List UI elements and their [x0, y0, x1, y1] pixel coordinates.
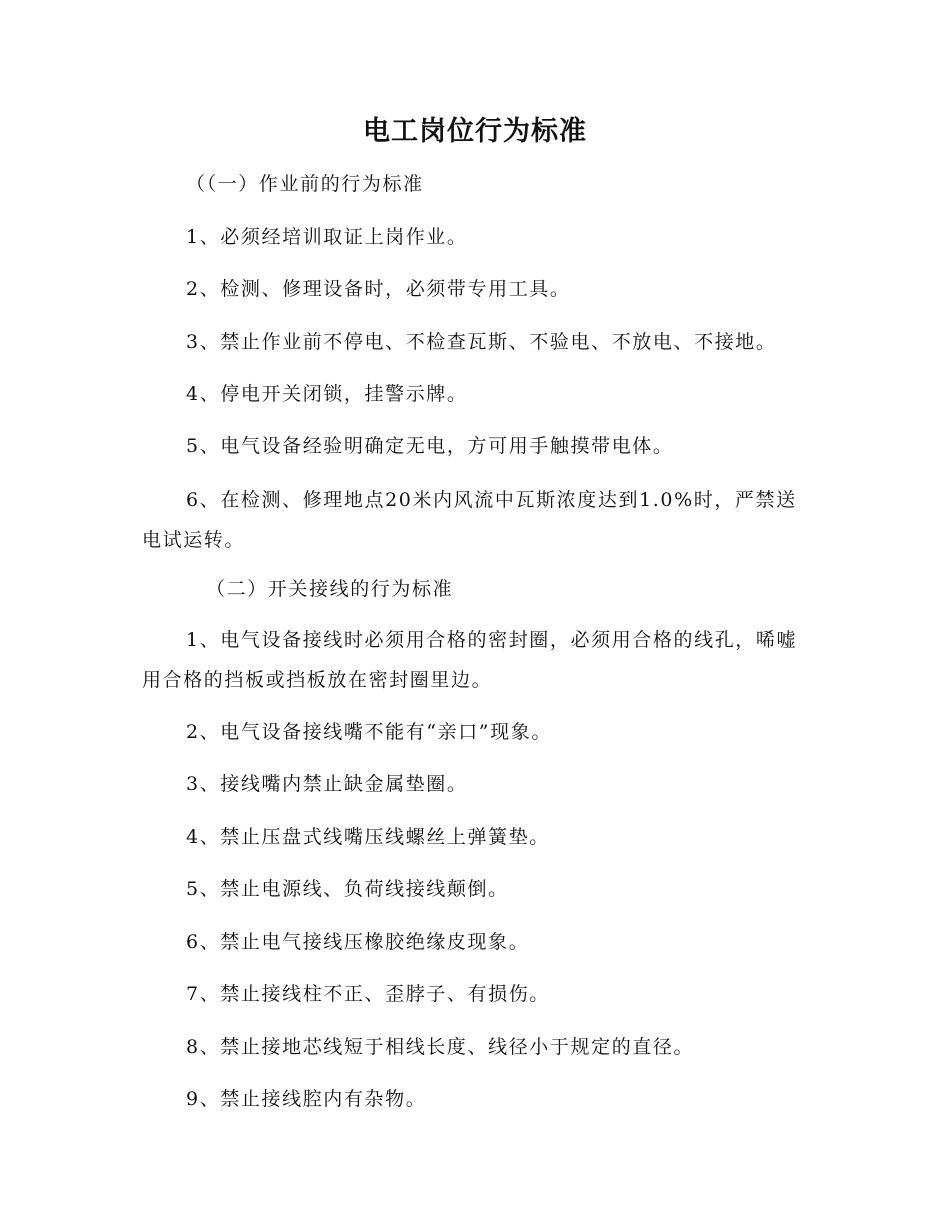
section-1-item-6: 6、在检测、修理地点20米内风流中瓦斯浓度达到1.0%时，严禁送电试运转。 [142, 489, 797, 551]
section-2-item-7: 7、禁止接线柱不正、歪脖子、有损伤。 [186, 983, 550, 1005]
section-1-item-3: 3、禁止作业前不停电、不检查瓦斯、不验电、不放电、不接地。 [186, 331, 777, 353]
section-2-item-3: 3、接线嘴内禁止缺金属垫圈。 [186, 773, 468, 795]
section-1-heading: （（一）作业前的行为标准 [186, 173, 424, 195]
section-1-item-1: 1、必须经培训取证上岗作业。 [186, 226, 468, 248]
section-2-item-5: 5、禁止电源线、负荷线接线颠倒。 [186, 878, 509, 900]
section-2-item-4: 4、禁止压盘式线嘴压线螺丝上弹簧垫。 [186, 826, 550, 848]
section-2-item-2: 2、电气设备接线嘴不能有“亲口”现象。 [186, 721, 552, 743]
section-1-item-2: 2、检测、修理设备时，必须带专用工具。 [186, 278, 571, 300]
section-2-heading: （二）开关接线的行为标准 [206, 578, 454, 600]
section-2-item-9: 9、禁止接线腔内有杂物。 [186, 1088, 427, 1110]
section-2-item-1: 1、电气设备接线时必须用合格的密封圈，必须用合格的线孔，唏嘘用合格的挡板或挡板放在密封圈里边。 [142, 629, 798, 691]
section-2-item-6: 6、禁止电气接线压橡胶绝缘皮现象。 [186, 931, 530, 953]
section-1-item-5: 5、电气设备经验明确定无电，方可用手触摸带电体。 [186, 435, 674, 457]
section-2-item-8: 8、禁止接地芯线短于相线长度、线径小于规定的直径。 [186, 1036, 695, 1058]
section-1-item-4: 4、停电开关闭锁，挂警示牌。 [186, 383, 468, 405]
document-title: 电工岗位行为标准 [363, 116, 587, 147]
